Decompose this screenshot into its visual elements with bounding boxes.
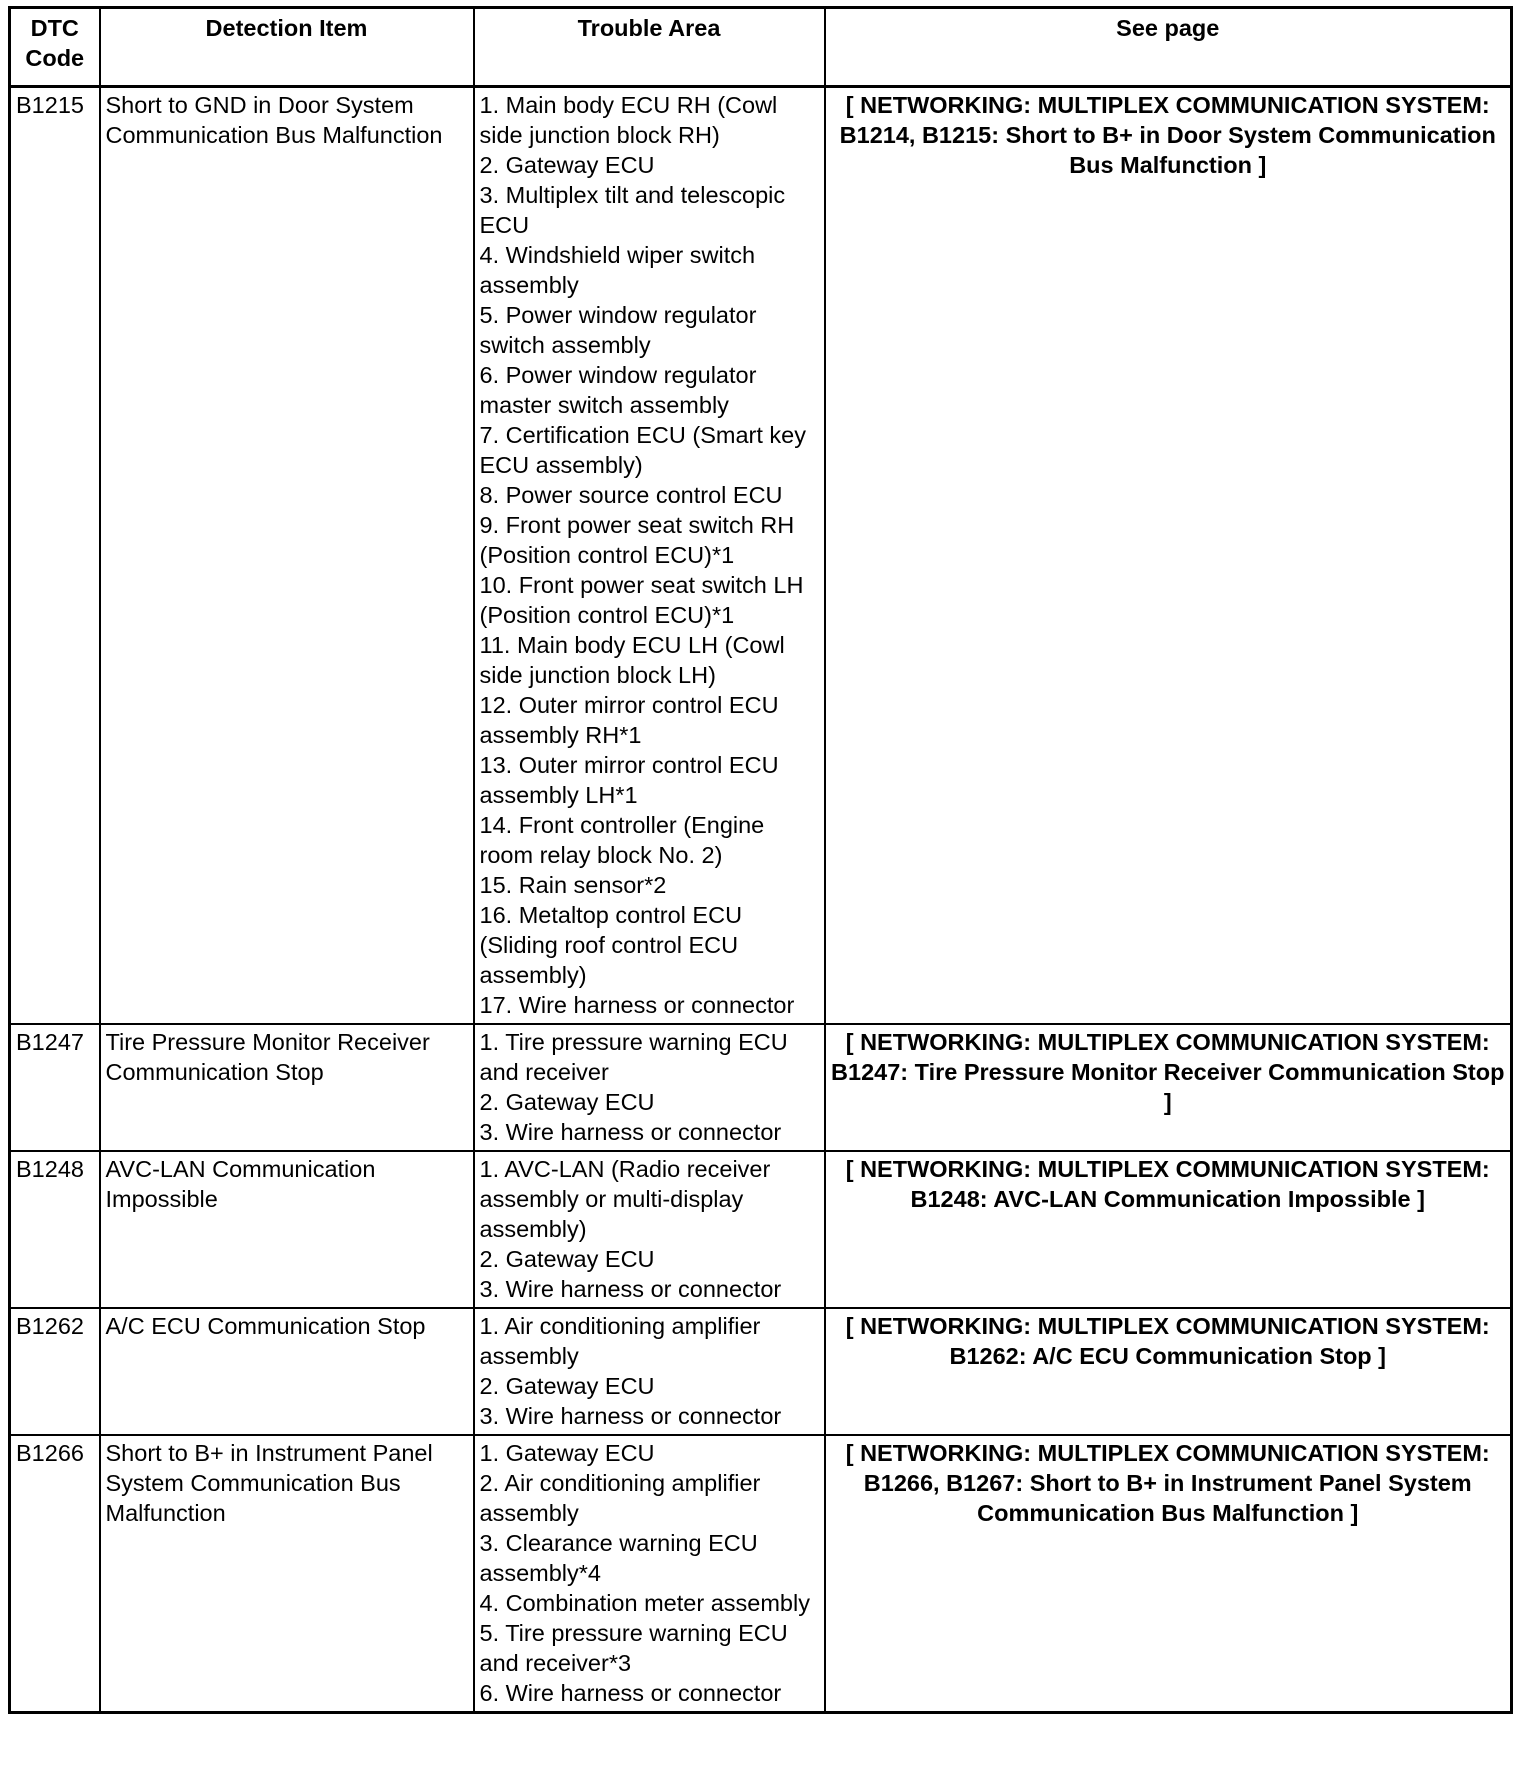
see-page-link[interactable]: [ NETWORKING: MULTIPLEX COMMUNICATION SYSTEM: B1248: AVC-LAN Communication Impossible ]: [825, 1151, 1512, 1308]
trouble-area-item: 2. Gateway ECU: [479, 1089, 655, 1115]
trouble-area-item: 5. Power window regulator switch assembly: [479, 302, 757, 358]
trouble-area-item: 4. Combination meter assembly: [479, 1590, 810, 1616]
detection-item-cell: Short to B+ in Instrument Panel System Communication Bus Malfunction: [100, 1435, 474, 1713]
trouble-area-item: 11. Main body ECU LH (Cowl side junction block LH): [479, 632, 785, 688]
trouble-area-cell: [474, 1024, 825, 1151]
trouble-area-item: 6. Power window regulator master switch assembly: [479, 362, 757, 418]
trouble-area-item: 2. Gateway ECU: [479, 1373, 655, 1399]
see-page-link[interactable]: [ NETWORKING: MULTIPLEX COMMUNICATION SYSTEM: B1262: A/C ECU Communication Stop ]: [825, 1308, 1512, 1435]
header-dtc-code: DTC Code: [10, 8, 100, 87]
detection-item-cell: AVC-LAN Communication Impossible: [100, 1151, 474, 1308]
trouble-area-item: 6. Wire harness or connector: [479, 1680, 782, 1706]
trouble-area-item: 2. Air conditioning amplifier assembly: [479, 1470, 761, 1526]
table-row: [10, 1024, 1512, 1151]
trouble-area-item: 2. Gateway ECU: [479, 152, 655, 178]
see-page-link[interactable]: [ NETWORKING: MULTIPLEX COMMUNICATION SYSTEM: B1266, B1267: Short to B+ in Instrument Panel System Communication Bus Malfunction ]: [825, 1435, 1512, 1713]
trouble-area-item: 13. Outer mirror control ECU assembly LH*1: [479, 752, 779, 808]
trouble-area-cell: [474, 1151, 825, 1308]
trouble-area-item: 1. Tire pressure warning ECU and receiver: [479, 1029, 788, 1085]
table-row: [10, 1435, 1512, 1713]
dtc-code-cell: B1247: [10, 1024, 100, 1151]
trouble-area-item: 5. Tire pressure warning ECU and receiver*3: [479, 1620, 788, 1676]
table-row: [10, 87, 1512, 1025]
trouble-area-cell: [474, 87, 825, 1025]
table-body: [10, 87, 1512, 1713]
dtc-code-cell: B1266: [10, 1435, 100, 1713]
see-page-link[interactable]: [ NETWORKING: MULTIPLEX COMMUNICATION SYSTEM: B1247: Tire Pressure Monitor Receiver Communication Stop ]: [825, 1024, 1512, 1151]
dtc-table: [8, 6, 1513, 1714]
trouble-area-item: 10. Front power seat switch LH (Position control ECU)*1: [479, 572, 804, 628]
trouble-area-item: 1. AVC-LAN (Radio receiver assembly or multi-display assembly): [479, 1156, 771, 1242]
header-see-page: See page: [825, 8, 1512, 87]
trouble-area-item: 3. Clearance warning ECU assembly*4: [479, 1530, 758, 1586]
trouble-area-cell: [474, 1308, 825, 1435]
header-detection-item: Detection Item: [100, 8, 474, 87]
trouble-area-item: 4. Windshield wiper switch assembly: [479, 242, 756, 298]
trouble-area-item: 17. Wire harness or connector: [479, 992, 795, 1018]
header-trouble-area: Trouble Area: [474, 8, 825, 87]
trouble-area-item: 7. Certification ECU (Smart key ECU assembly): [479, 422, 806, 478]
dtc-code-cell: B1215: [10, 87, 100, 1025]
trouble-area-item: 3. Multiplex tilt and telescopic ECU: [479, 182, 786, 238]
detection-item-cell: Tire Pressure Monitor Receiver Communication Stop: [100, 1024, 474, 1151]
trouble-area-item: 3. Wire harness or connector: [479, 1119, 782, 1145]
table-header-row: [10, 8, 1512, 87]
trouble-area-item: 1. Gateway ECU: [479, 1440, 655, 1466]
trouble-area-item: 16. Metaltop control ECU (Sliding roof control ECU assembly): [479, 902, 743, 988]
trouble-area-item: 3. Wire harness or connector: [479, 1403, 782, 1429]
trouble-area-item: 1. Main body ECU RH (Cowl side junction block RH): [479, 92, 778, 148]
trouble-area-item: 14. Front controller (Engine room relay block No. 2): [479, 812, 765, 868]
trouble-area-item: 2. Gateway ECU: [479, 1246, 655, 1272]
detection-item-cell: A/C ECU Communication Stop: [100, 1308, 474, 1435]
table-row: [10, 1308, 1512, 1435]
dtc-code-cell: B1262: [10, 1308, 100, 1435]
dtc-code-cell: B1248: [10, 1151, 100, 1308]
trouble-area-item: 1. Air conditioning amplifier assembly: [479, 1313, 761, 1369]
trouble-area-cell: [474, 1435, 825, 1713]
trouble-area-item: 15. Rain sensor*2: [479, 872, 667, 898]
detection-item-cell: Short to GND in Door System Communication Bus Malfunction: [100, 87, 474, 1025]
trouble-area-item: 12. Outer mirror control ECU assembly RH*1: [479, 692, 779, 748]
trouble-area-item: 9. Front power seat switch RH (Position control ECU)*1: [479, 512, 795, 568]
dtc-document: [8, 6, 1513, 1714]
see-page-link[interactable]: [ NETWORKING: MULTIPLEX COMMUNICATION SYSTEM: B1214, B1215: Short to B+ in Door System Communication Bus Malfunction ]: [825, 87, 1512, 1025]
trouble-area-item: 8. Power source control ECU: [479, 482, 783, 508]
trouble-area-item: 3. Wire harness or connector: [479, 1276, 782, 1302]
table-row: [10, 1151, 1512, 1308]
